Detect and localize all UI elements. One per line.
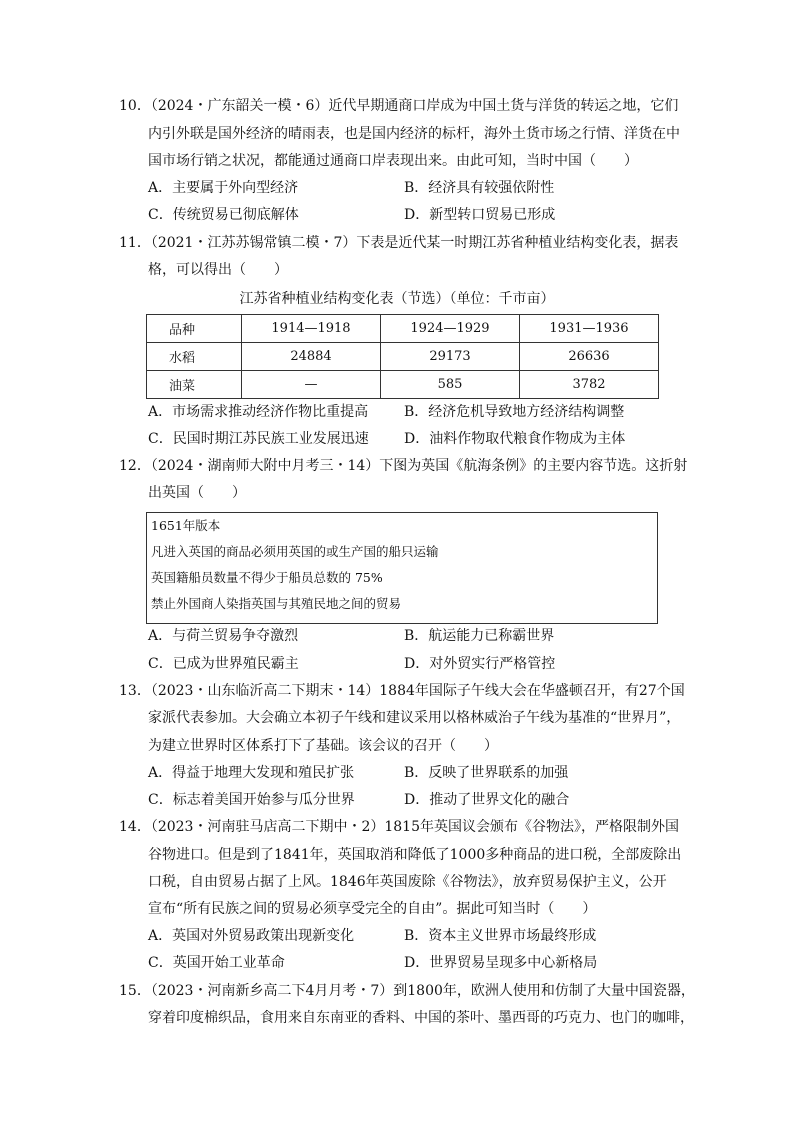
q10-stem-line-3: 国市场行销之状况，都能通过通商口岸表现出来。由此可知，当时中国（ ）: [148, 153, 638, 169]
q13-stem-line-1: 13．（2023・山东临沂高二下期末・14）1884年国际子午线大会在华盛顿召开，有27个国: [119, 683, 685, 699]
table-cell: 24884: [242, 343, 381, 371]
q11-stem-line-1: 11．（2021・江苏苏锡常镇二模・7）下表是近代某一时期江苏省种植业结构变化表，据表: [119, 235, 679, 251]
box-line: 禁止外国商人染指英国与其殖民地之间的贸易: [151, 596, 402, 611]
q12-option-d[interactable]: D．对外贸实行严格管控: [404, 656, 556, 672]
box-line: 1651年版本: [151, 518, 221, 533]
table-header-cell: 1914—1918: [242, 315, 381, 343]
q13-stem-line-2: 家派代表参加。大会确立本初子午线和建议采用以格林威治子午线为基准的“世界月”，: [148, 710, 681, 726]
q11-option-c[interactable]: C．民国时期江苏民族工业发展迅速: [148, 431, 369, 447]
q13-stem-line-3: 为建立世界时区体系打下了基础。该会议的召开（ ）: [148, 738, 498, 754]
q10-stem-line-2: 内引外联是国外经济的晴雨表，也是国内经济的标杆，海外土货市场之行情、洋货在中: [148, 126, 680, 142]
table-cell: 3782: [520, 371, 659, 399]
box-line: 凡进入英国的商品必须用英国的或生产国的船只运输: [151, 544, 439, 559]
q14-option-a[interactable]: A．英国对外贸易政策出现新变化: [148, 928, 355, 944]
table-cell: —: [242, 371, 381, 399]
q10-option-c[interactable]: C．传统贸易已彻底解体: [148, 207, 299, 223]
q12-stem-line-1: 12．（2024・湖南师大附中月考三・14）下图为英国《航海条例》的主要内容节选。这折射: [119, 458, 688, 474]
table-header-cell: 品种: [147, 315, 242, 343]
table-cell: 585: [381, 371, 520, 399]
q13-option-b[interactable]: B．反映了世界联系的加强: [404, 765, 569, 781]
planting-structure-table: [146, 314, 659, 399]
table-row: [147, 343, 659, 371]
q10-option-b[interactable]: B．经济具有较强依附性: [404, 180, 555, 196]
q14-stem-line-2: 谷物进口。但是到了1841年，英国取消和降低了1000多种商品的进口税，全部废除出: [148, 847, 682, 863]
q12-option-a[interactable]: A．与荷兰贸易争夺激烈: [148, 628, 299, 644]
q13-option-c[interactable]: C．标志着美国开始参与瓜分世界: [148, 792, 355, 808]
navigation-act-box: [146, 512, 658, 624]
table-cell: 29173: [381, 343, 520, 371]
table-cell: 油菜: [147, 371, 242, 399]
box-line: 英国籍船员数量不得少于船员总数的 75%: [151, 570, 383, 585]
table-row: [147, 371, 659, 399]
table-cell: 水稻: [147, 343, 242, 371]
q12-option-b[interactable]: B．航运能力已称霸世界: [404, 628, 555, 644]
q10-stem-line-1: 10．（2024・广东韶关一模・6）近代早期通商口岸成为中国土货与洋货的转运之地，它们: [119, 98, 679, 114]
q15-stem-line-2: 穿着印度棉织品，食用来自东南亚的香料、中国的茶叶、墨西哥的巧克力、也门的咖啡，: [148, 1010, 694, 1026]
q10-option-a[interactable]: A．主要属于外向型经济: [148, 180, 299, 196]
q13-option-d[interactable]: D．推动了世界文化的融合: [404, 792, 570, 808]
q13-option-a[interactable]: A．得益于地理大发现和殖民扩张: [148, 765, 355, 781]
q14-stem-line-4: 宣布“所有民族之间的贸易必须享受完全的自由”。据此可知当时（ ）: [148, 901, 597, 917]
q12-option-c[interactable]: C．已成为世界殖民霸主: [148, 656, 299, 672]
table-header-row: [147, 315, 659, 343]
table-cell: 26636: [520, 343, 659, 371]
q11-option-d[interactable]: D．油料作物取代粮食作物成为主体: [404, 431, 626, 447]
q11-option-a[interactable]: A．市场需求推动经济作物比重提高: [148, 404, 369, 420]
q12-stem-line-2: 出英国（ ）: [148, 485, 246, 501]
q14-option-d[interactable]: D．世界贸易呈现多中心新格局: [404, 955, 598, 971]
q11-option-b[interactable]: B．经济危机导致地方经济结构调整: [404, 404, 625, 420]
q14-option-c[interactable]: C．英国开始工业革命: [148, 955, 285, 971]
q14-option-b[interactable]: B．资本主义世界市场最终形成: [404, 928, 597, 944]
table-header-cell: 1924—1929: [381, 315, 520, 343]
q14-stem-line-3: 口税，自由贸易占据了上风。1846年英国废除《谷物法》，放弃贸易保护主义，公开: [148, 874, 667, 890]
q11-stem-line-2: 格，可以得出（ ）: [148, 262, 288, 278]
q10-option-d[interactable]: D．新型转口贸易已形成: [404, 207, 556, 223]
table-caption: 江苏省种植业结构变化表（节选）（单位：千市亩）: [239, 291, 555, 307]
q14-stem-line-1: 14．（2023・河南驻马店高二下期中・2）1815年英国议会颁布《谷物法》，严格限制外国: [119, 819, 679, 835]
table-header-cell: 1931—1936: [520, 315, 659, 343]
q15-stem-line-1: 15．（2023・河南新乡高二下4月月考・7）到1800年，欧洲人使用和仿制了大量中国瓷器，: [119, 983, 695, 999]
